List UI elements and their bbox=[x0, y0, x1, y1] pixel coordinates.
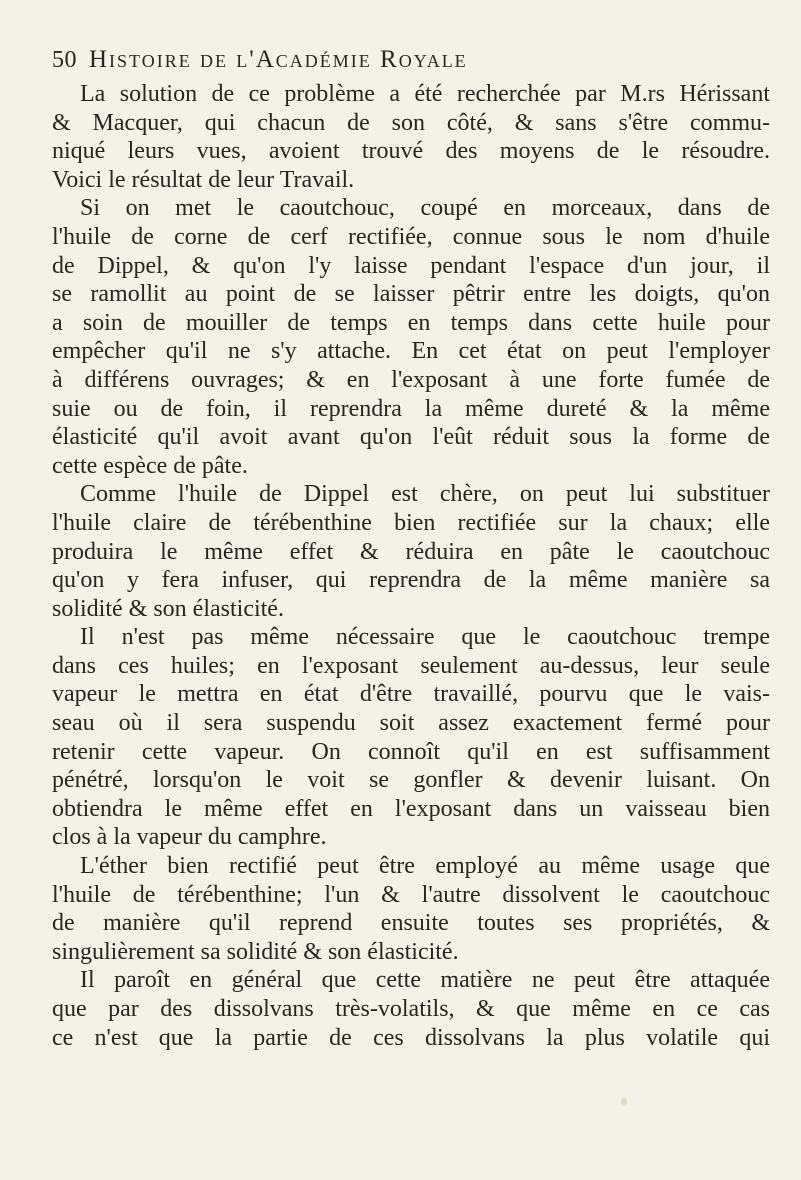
text-line: singulièrement sa solidité & son élasticité. bbox=[52, 938, 459, 965]
text-line: clos à la vapeur du camphre. bbox=[52, 824, 327, 851]
paragraph-1 bbox=[52, 80, 770, 194]
paragraph-5 bbox=[52, 852, 770, 966]
paragraph-2 bbox=[52, 194, 770, 480]
paragraph-3 bbox=[52, 480, 770, 623]
text-line: se ramollit au point de se laisser pêtrir entre les doigts, qu'on bbox=[52, 281, 770, 308]
text-line: Il n'est pas même nécessaire que le caoutchouc trempe bbox=[80, 624, 770, 651]
text-line: Comme l'huile de Dippel est chère, on peut lui substituer bbox=[80, 481, 770, 508]
text-line: vapeur le mettra en état d'être travaillé, pourvu que le vais- bbox=[52, 681, 770, 708]
text-line: a soin de mouiller de temps en temps dans cette huile pour bbox=[52, 309, 770, 336]
text-line: niqué leurs vues, avoient trouvé des moyens de le résoudre. bbox=[52, 138, 770, 165]
text-line: élasticité qu'il avoit avant qu'on l'eût réduit sous la forme de bbox=[52, 424, 770, 451]
text-line: L'éther bien rectifié peut être employé au même usage que bbox=[80, 853, 770, 880]
text-line: suie ou de foin, il reprendra la même dureté & la même bbox=[52, 395, 770, 422]
text-line: l'huile de corne de cerf rectifiée, connue sous le nom d'huile bbox=[52, 223, 770, 250]
text-line: ce n'est que la partie de ces dissolvans la plus volatile qui bbox=[52, 1024, 770, 1051]
text-line: produira le même effet & réduira en pâte le caoutchouc bbox=[52, 538, 770, 565]
text-line: de manière qu'il reprend ensuite toutes ses propriétés, & bbox=[52, 910, 770, 937]
text-line: cette espèce de pâte. bbox=[52, 452, 248, 479]
text-line: qu'on y fera infuser, qui reprendra de la même manière sa bbox=[52, 567, 770, 594]
text-line: La solution de ce problème a été recherchée par M.rs Hérissant bbox=[80, 81, 770, 107]
paragraph-6 bbox=[52, 966, 770, 1052]
paragraph-4 bbox=[52, 623, 770, 852]
text-line: Voici le résultat de leur Travail. bbox=[52, 166, 355, 193]
text-line: l'huile claire de térébenthine bien rectifiée sur la chaux; elle bbox=[52, 509, 770, 536]
page-header bbox=[52, 40, 752, 80]
text-line: retenir cette vapeur. On connoît qu'il en est suffisamment bbox=[52, 738, 770, 765]
text-line: Il paroît en général que cette matière ne peut être attaquée bbox=[80, 967, 770, 994]
paper-spot bbox=[621, 1098, 627, 1106]
text-line: que par des dissolvans très-volatils, & que même en ce cas bbox=[52, 996, 770, 1022]
text-line: & Macquer, qui chacun de son côté, & sans s'être commu- bbox=[52, 109, 770, 136]
text-line: Si on met le caoutchouc, coupé en morceaux, dans de bbox=[80, 195, 770, 222]
page-number: 50 bbox=[52, 46, 77, 73]
body-text bbox=[52, 80, 770, 1052]
text-line: obtiendra le même effet en l'exposant dans un vaisseau bien bbox=[52, 795, 770, 822]
text-line: dans ces huiles; en l'exposant seulement au-dessus, leur seule bbox=[52, 652, 770, 679]
running-head: Histoire de l'Académie Royale bbox=[89, 46, 468, 73]
text-line: à différens ouvrages; & en l'exposant à une forte fumée de bbox=[52, 366, 770, 393]
text-line: de Dippel, & qu'on l'y laisse pendant l'espace d'un jour, il bbox=[52, 252, 770, 279]
text-line: solidité & son élasticité. bbox=[52, 595, 284, 622]
text-line: l'huile de térébenthine; l'un & l'autre dissolvent le caoutchouc bbox=[52, 881, 770, 908]
text-line: pénétré, lorsqu'on le voit se gonfler & devenir luisant. On bbox=[52, 767, 770, 794]
text-line: seau où il sera suspendu soit assez exactement fermé pour bbox=[52, 710, 770, 737]
text-line: empêcher qu'il ne s'y attache. En cet état on peut l'employer bbox=[52, 338, 770, 365]
